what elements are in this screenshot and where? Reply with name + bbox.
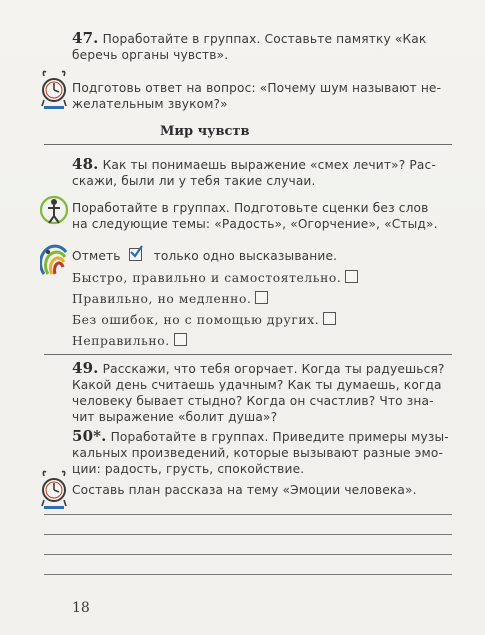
group-scenes-line-2: на следующие темы: «Радость», «Огорчение», «Стыд». bbox=[72, 217, 438, 231]
mark-rest: только одно высказывание. bbox=[153, 249, 338, 263]
plan-prompt: Составь план рассказа на тему «Эмоции человека». bbox=[72, 483, 417, 497]
task-50-line-3: ции: радость, грусть, спокойствие. bbox=[72, 462, 305, 476]
option-label: Быстро, правильно и самостоятельно. bbox=[72, 271, 342, 285]
noise-question-line-1: Подготовь ответ на вопрос: «Почему шум называют не- bbox=[72, 81, 442, 95]
checked-box-sample bbox=[129, 248, 142, 261]
option-checkbox[interactable] bbox=[345, 270, 358, 283]
divider bbox=[44, 354, 452, 355]
option-checkbox[interactable] bbox=[323, 312, 336, 325]
answer-line[interactable] bbox=[44, 534, 452, 535]
self-check-instruction bbox=[72, 248, 337, 264]
option-label: Неправильно. bbox=[72, 334, 170, 348]
task-50-line-2: кальных произведений, которые вызывают разные эмо- bbox=[72, 446, 443, 460]
answer-line[interactable] bbox=[44, 574, 452, 575]
task-47-line-1: Поработайте в группах. Составьте памятку «Как bbox=[102, 32, 427, 46]
answer-line[interactable] bbox=[44, 554, 452, 555]
page-number: 18 bbox=[72, 600, 90, 616]
group-scenes bbox=[72, 200, 462, 232]
option-checkbox[interactable] bbox=[255, 291, 268, 304]
noise-question-line-2: желательным звуком?» bbox=[72, 97, 228, 111]
task-48-line-1: Как ты понимаешь выражение «смех лечит»? Рас- bbox=[102, 158, 436, 172]
option-label: Без ошибок, но с помощью других. bbox=[72, 313, 320, 327]
task-47-line-2: беречь органы чувств». bbox=[72, 48, 229, 62]
task-49-number: 49. bbox=[72, 359, 99, 377]
group-scenes-line-1: Поработайте в группах. Подготовьте сценки без слов bbox=[72, 201, 429, 215]
task-50 bbox=[72, 428, 462, 477]
option-label: Правильно, но медленно. bbox=[72, 292, 252, 306]
task-49-line-4: чит выражение «болит душа»? bbox=[72, 410, 278, 424]
task-47 bbox=[72, 30, 462, 63]
task-47-number: 47. bbox=[72, 29, 99, 47]
clock-icon bbox=[40, 468, 68, 512]
option-checkbox[interactable] bbox=[174, 333, 187, 346]
clock-icon bbox=[40, 68, 68, 112]
section-title: Мир чувств bbox=[160, 124, 250, 139]
checkmark-icon bbox=[129, 245, 143, 259]
task-49-line-1: Расскажи, что тебя огорчает. Когда ты радуешься? bbox=[102, 362, 445, 376]
task-49-line-3: человеку бывает стыдно? Когда он счастлив? Что зна- bbox=[72, 394, 434, 408]
answer-line[interactable] bbox=[44, 514, 452, 515]
self-check-icon bbox=[40, 244, 70, 278]
option-row[interactable] bbox=[72, 312, 358, 333]
self-check-options bbox=[72, 270, 358, 354]
task-50-line-1: Поработайте в группах. Приведите примеры музы- bbox=[110, 430, 449, 444]
option-row[interactable] bbox=[72, 333, 358, 354]
option-row[interactable] bbox=[72, 291, 358, 312]
task-48-number: 48. bbox=[72, 155, 99, 173]
task-49 bbox=[72, 360, 462, 425]
task-48-line-2: скажи, были ли у тебя такие случаи. bbox=[72, 174, 316, 188]
noise-question bbox=[72, 80, 462, 112]
option-row[interactable] bbox=[72, 270, 358, 291]
mark-word: Отметь bbox=[72, 249, 121, 263]
section-divider bbox=[44, 144, 452, 145]
group-work-icon bbox=[40, 194, 68, 228]
task-48 bbox=[72, 156, 462, 189]
task-50-number: 50*. bbox=[72, 427, 107, 445]
task-49-line-2: Какой день считаешь удачным? Как ты думаешь, когда bbox=[72, 378, 442, 392]
